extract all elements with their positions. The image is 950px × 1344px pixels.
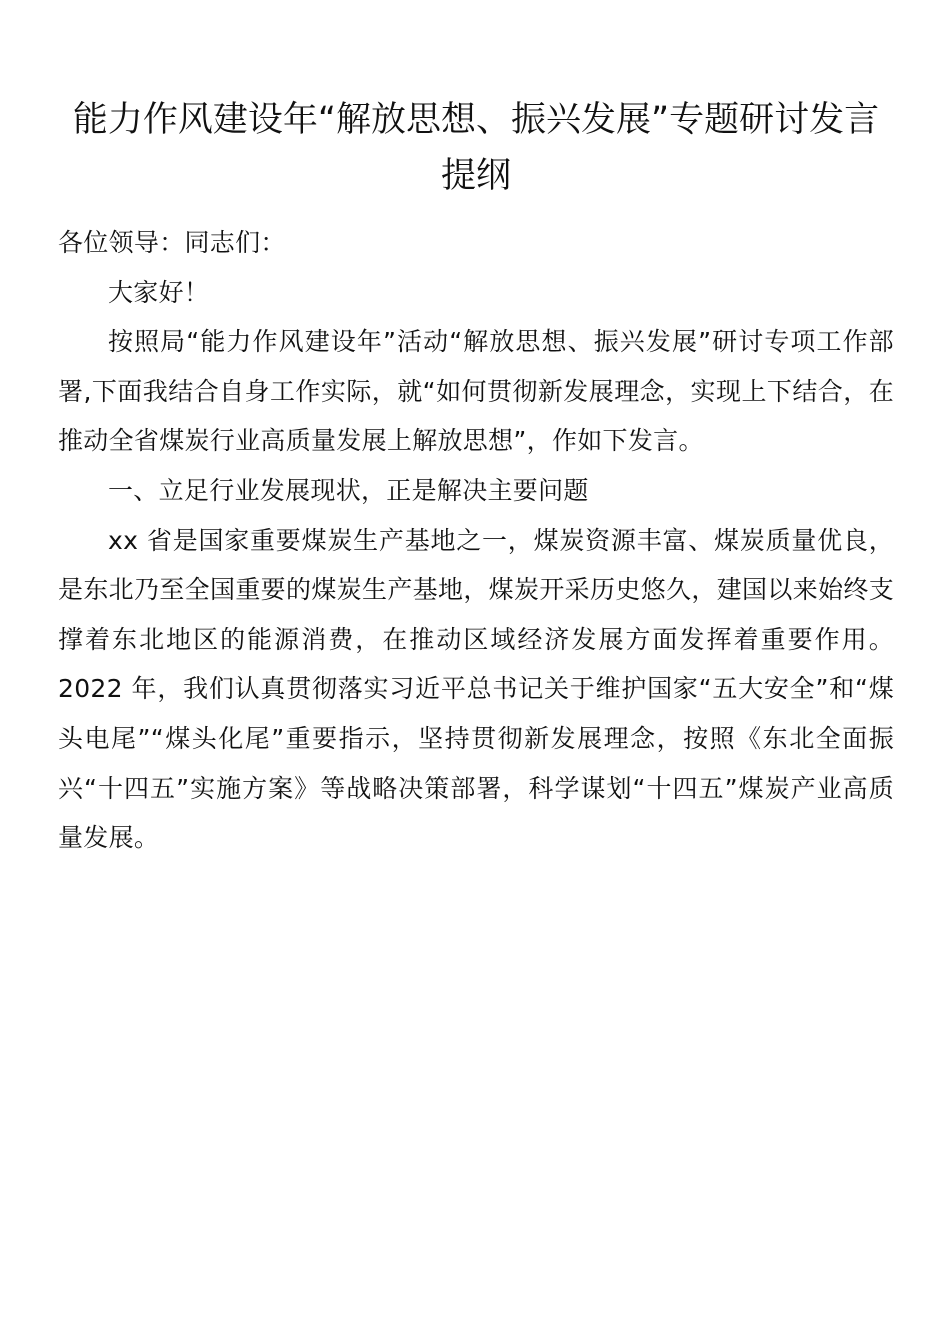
document-page (58, 92, 894, 863)
body-paragraph: xx 省是国家重要煤炭生产基地之一，煤炭资源丰富、煤炭质量优良，是东北乃至全国重要的煤炭生产基地，煤炭开采历史悠久，建国以来始终支撑着东北地区的能源消费，在推动区域经济发展方面发挥着重要作用。2022 年，我们认真贯彻落实习近平总书记关于维护国家“五大安全”和“煤头电尾”“煤头化尾”重要指示，坚持贯彻新发展理念，按照《东北全面振兴“十四五”实施方案》等战略决策部署，科学谋划“十四五”煤炭产业高质量发展。 (58, 525, 894, 853)
salutation: 各位领导：同志们： (58, 228, 286, 257)
document-title: 能力作风建设年“解放思想、振兴发展”专题研讨发言提纲 (72, 100, 880, 196)
section-heading-1: 一、立足行业发展现状，正是解决主要问题 (108, 475, 589, 505)
intro-paragraph: 按照局“能力作风建设年”活动“解放思想、振兴发展”研讨专项工作部署,下面我结合自身工作实际，就“如何贯彻新发展理念，实现上下结合，在推动全省煤炭行业高质量发展上解放思想”，作如下发言。 (58, 327, 894, 456)
greeting: 大家好！ (108, 277, 210, 307)
